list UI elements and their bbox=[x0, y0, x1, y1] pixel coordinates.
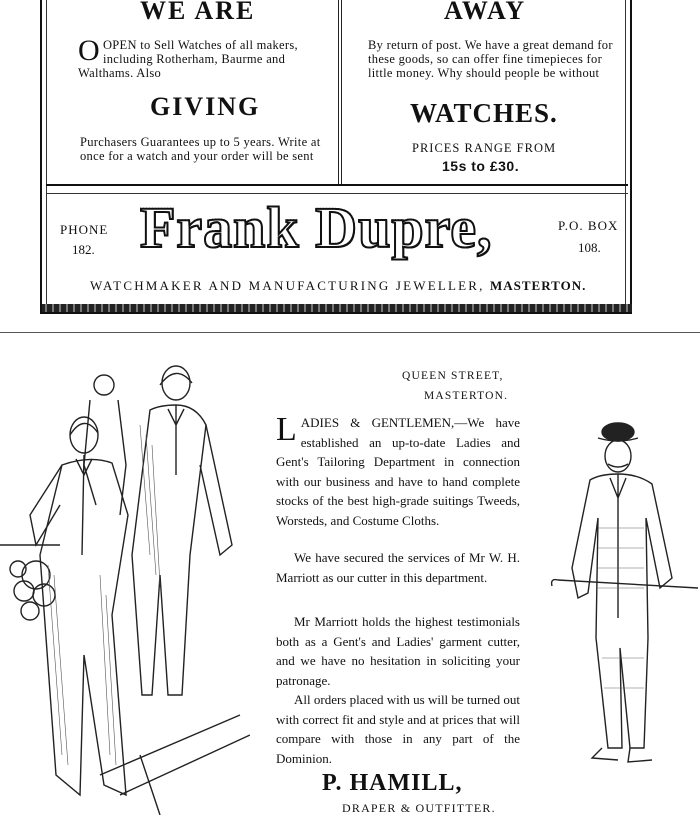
watch-advertisement bbox=[40, 0, 632, 314]
po-box-label: P.O. BOX bbox=[558, 218, 619, 233]
prices-value: 15s to £30. bbox=[442, 158, 520, 174]
advert-bottom-border bbox=[42, 304, 632, 312]
right-paragraph: By return of post. We have a great demand for these goods, so can offer fine timepieces for little money. Why should people be without bbox=[368, 38, 613, 80]
paragraph-1-text: ADIES & GENTLEMEN,—We have established an up-to-date Ladies and Gent's Tailoring Department in connection with our business and have to hand complete stocks of the best high-grade suitings Tweeds, Worsteds, and Costume Cloths. bbox=[276, 415, 520, 528]
tailoring-paragraph-2: We have secured the services of Mr W. H. Marriott as our cutter in this department. bbox=[276, 550, 520, 585]
po-box-number: 108. bbox=[578, 240, 601, 255]
right-subheading: WATCHES. bbox=[410, 98, 558, 128]
tailoring-paragraph-4: All orders placed with us will be turned out with correct fit and style and at prices that will compare with those in any part of the Dominion. bbox=[276, 692, 521, 766]
left-paragraph-2: Purchasers Guarantees up to 5 years. Write at once for a watch and your order will be sent bbox=[80, 135, 321, 163]
trade-line: WATCHMAKER AND MANUFACTURING JEWELLER, bbox=[90, 278, 485, 293]
address-street: QUEEN STREET, bbox=[402, 370, 504, 382]
town-name: MASTERTON. bbox=[490, 278, 587, 293]
merchant-trade: DRAPER & OUTFITTER. bbox=[342, 801, 496, 815]
prices-label: PRICES RANGE FROM bbox=[412, 141, 557, 155]
address-town: MASTERTON. bbox=[424, 390, 509, 402]
tailoring-paragraph-1 bbox=[276, 413, 520, 530]
column-divider bbox=[338, 0, 342, 184]
tailoring-paragraph-3: Mr Marriott holds the highest testimonials both as a Gent's and Ladies' garment cutter, and we have no hesitation in soliciting your patronage. bbox=[276, 614, 520, 688]
horizontal-divider bbox=[46, 184, 628, 194]
dropcap-o: O bbox=[78, 34, 100, 67]
left-subheading: GIVING bbox=[150, 92, 261, 121]
merchant-name: P. HAMILL, bbox=[322, 770, 463, 796]
left-paragraph-text: OPEN to Sell Watches of all makers, including Rotherham, Baurme and Walthams. Also bbox=[78, 38, 298, 80]
left-paragraph bbox=[78, 34, 328, 80]
three-gentlemen-illustration bbox=[0, 355, 250, 815]
gentleman-with-cane-illustration bbox=[548, 418, 700, 778]
left-heading: WE ARE bbox=[140, 0, 256, 25]
page-column-rule bbox=[0, 332, 700, 333]
right-heading: AWAY bbox=[444, 0, 527, 25]
business-name: Frank Dupre, bbox=[140, 195, 493, 260]
dropcap-l: L bbox=[276, 411, 297, 448]
phone-number: 182. bbox=[72, 242, 95, 257]
phone-label: PHONE bbox=[60, 222, 109, 237]
